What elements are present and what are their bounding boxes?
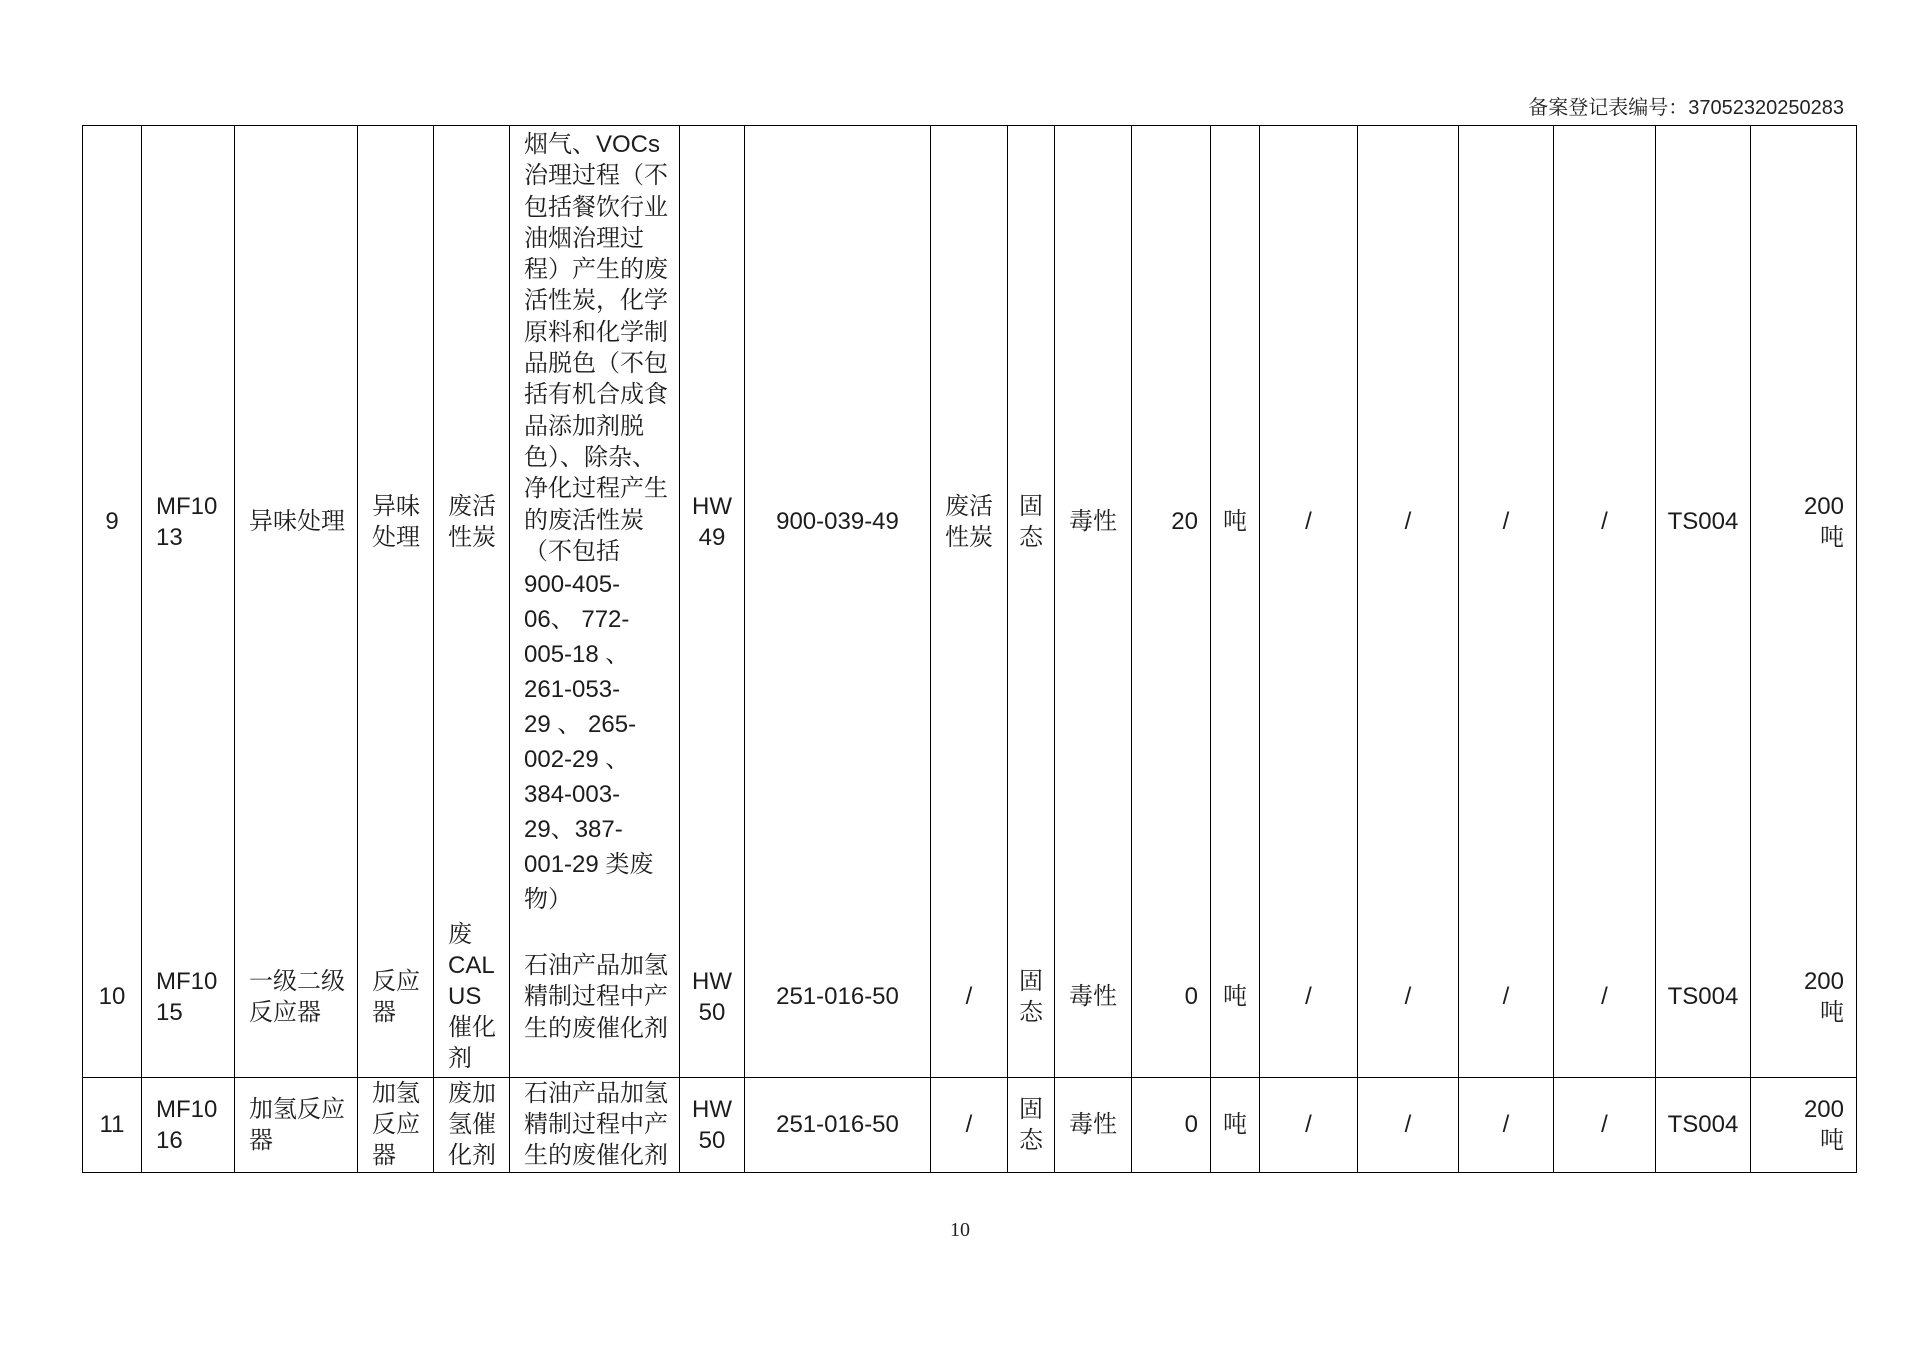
cell-physical-form: 固 态 <box>1008 917 1055 1077</box>
description-line: 精制过程中产 <box>524 983 668 1011</box>
waste-table <box>82 125 1857 1173</box>
description-line: 384-003- <box>524 781 621 809</box>
cell-facility-part: 异味 处理 <box>358 126 434 918</box>
table-row <box>83 917 1857 1077</box>
table-row <box>83 1077 1857 1172</box>
description-line: 包括餐饮行业 <box>524 193 668 221</box>
description-line: 900-405- <box>524 571 621 599</box>
cell-facility: 异味处理 <box>235 126 358 918</box>
cell-description <box>510 126 680 918</box>
cell-col-d: / <box>1554 1077 1656 1172</box>
cell-waste-name: 废活 性炭 <box>434 126 510 918</box>
description-line: 治理过程（不 <box>524 162 668 190</box>
description-line: 括有机合成食 <box>524 381 668 409</box>
description-line: 烟气、VOCs <box>524 131 661 158</box>
description-line: 29 、 265- <box>524 711 637 739</box>
description-line: 的废活性炭 <box>524 506 644 534</box>
cell-waste-name: 废加 氢催 化剂 <box>434 1077 510 1172</box>
cell-col-c: / <box>1459 917 1554 1077</box>
description-line: 精制过程中产 <box>524 1110 668 1138</box>
cell-col-b: / <box>1358 126 1459 918</box>
cell-main-component: / <box>931 917 1008 1077</box>
description-line: 005-18 、 <box>524 641 630 669</box>
cell-seq: 9 <box>83 126 142 918</box>
cell-col-b: / <box>1358 917 1459 1077</box>
cell-col-a: / <box>1260 1077 1358 1172</box>
cell-physical-form: 固 态 <box>1008 126 1055 918</box>
cell-facility: 加氢反应 器 <box>235 1077 358 1172</box>
cell-code: MF10 13 <box>142 126 235 918</box>
cell-waste-code: 251-016-50 <box>745 917 931 1077</box>
cell-unit: 吨 <box>1211 917 1260 1077</box>
description-line: 002-29 、 <box>524 746 630 774</box>
description-line: 品添加剂脱 <box>524 412 644 440</box>
cell-waste-code: 251-016-50 <box>745 1077 931 1172</box>
cell-col-a: / <box>1260 917 1358 1077</box>
description-line: 001-29 类废 <box>524 851 654 879</box>
cell-quantity: 20 <box>1132 126 1211 918</box>
cell-hazard: 毒性 <box>1055 126 1132 918</box>
description-line: （不包括 <box>524 537 620 565</box>
description-line: 品脱色（不包 <box>524 350 668 378</box>
cell-facility-part: 反应 器 <box>358 917 434 1077</box>
description-line: 261-053- <box>524 676 621 704</box>
cell-seq: 11 <box>83 1077 142 1172</box>
description-line: 油烟治理过 <box>524 224 644 252</box>
cell-col-a: / <box>1260 126 1358 918</box>
cell-description <box>510 1077 680 1172</box>
registration-number: 37052320250283 <box>1688 97 1844 119</box>
description-line: 06、 772- <box>524 606 630 634</box>
cell-col-d: / <box>1554 126 1656 918</box>
cell-capacity: 200 吨 <box>1751 1077 1857 1172</box>
cell-col-b: / <box>1358 1077 1459 1172</box>
description-line: 色）、除杂、 <box>524 443 656 471</box>
cell-seq: 10 <box>83 917 142 1077</box>
cell-col-c: / <box>1459 1077 1554 1172</box>
description-line: 生的废催化剂 <box>524 1142 668 1170</box>
cell-waste-name: 废 CAL US 催化 剂 <box>434 917 510 1077</box>
cell-unit: 吨 <box>1211 1077 1260 1172</box>
registration-label: 备案登记表编号： <box>1528 97 1689 119</box>
cell-physical-form: 固 态 <box>1008 1077 1055 1172</box>
description-line: 石油产品加氢 <box>524 1079 668 1107</box>
page-number: 10 <box>950 1219 970 1241</box>
description-line: 程）产生的废 <box>524 256 668 284</box>
description-line: 生的废催化剂 <box>524 1014 668 1042</box>
cell-main-component: / <box>931 1077 1008 1172</box>
description-line: 活性炭，化学 <box>524 287 668 315</box>
cell-quantity: 0 <box>1132 917 1211 1077</box>
cell-facility-part: 加氢 反应 器 <box>358 1077 434 1172</box>
table-row <box>83 126 1857 918</box>
cell-unit: 吨 <box>1211 126 1260 918</box>
cell-code: MF10 15 <box>142 917 235 1077</box>
description-line: 石油产品加氢 <box>524 951 668 979</box>
registration-number-line <box>1528 96 1844 120</box>
cell-quantity: 0 <box>1132 1077 1211 1172</box>
cell-facility: 一级二级 反应器 <box>235 917 358 1077</box>
cell-storage-code: TS004 <box>1656 126 1751 918</box>
cell-category: HW 50 <box>680 917 745 1077</box>
cell-storage-code: TS004 <box>1656 1077 1751 1172</box>
cell-col-c: / <box>1459 126 1554 918</box>
description-line: 原料和化学制 <box>524 318 668 346</box>
cell-category: HW 49 <box>680 126 745 918</box>
description-line: 净化过程产生 <box>524 475 668 503</box>
cell-category: HW 50 <box>680 1077 745 1172</box>
cell-capacity: 200 吨 <box>1751 917 1857 1077</box>
cell-hazard: 毒性 <box>1055 917 1132 1077</box>
cell-hazard: 毒性 <box>1055 1077 1132 1172</box>
cell-main-component: 废活 性炭 <box>931 126 1008 918</box>
cell-storage-code: TS004 <box>1656 917 1751 1077</box>
cell-description <box>510 917 680 1077</box>
description-line: 物） <box>524 886 572 914</box>
cell-capacity: 200 吨 <box>1751 126 1857 918</box>
cell-code: MF10 16 <box>142 1077 235 1172</box>
cell-col-d: / <box>1554 917 1656 1077</box>
cell-waste-code: 900-039-49 <box>745 126 931 918</box>
description-line: 29、387- <box>524 816 623 844</box>
